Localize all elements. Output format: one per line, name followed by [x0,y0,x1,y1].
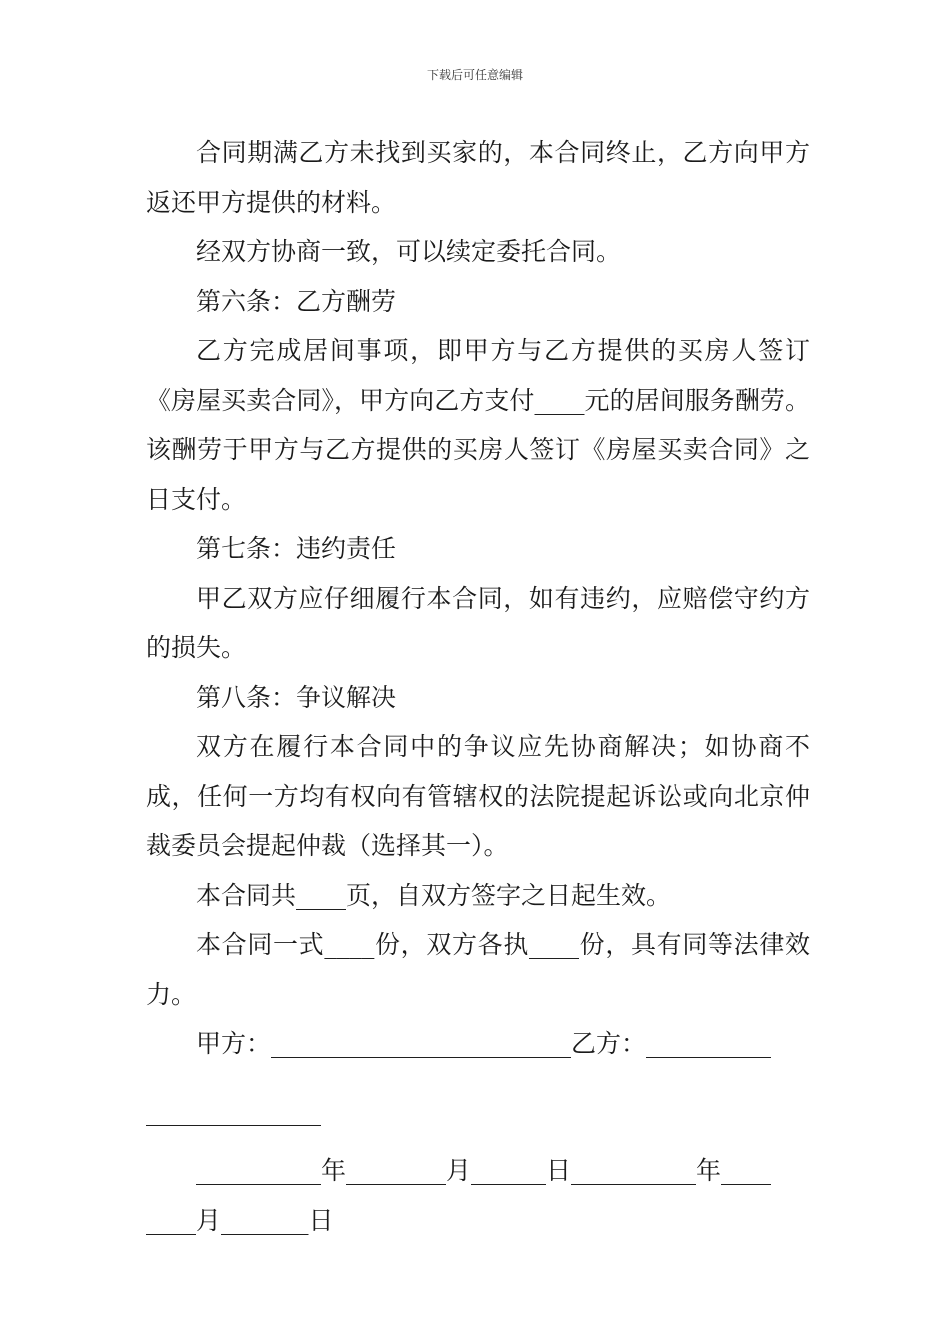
paragraph-copies: 本合同一式____份，双方各执____份，具有同等法律效力。 [146,930,810,1009]
article-8-heading: 第八条：争议解决 [196,682,397,712]
paragraph-dispute: 双方在履行本合同中的争议应先协商解决；如协商不成，任何一方均有权向有管辖权的法院提起诉讼或向北京仲裁委员会提起仲裁（选择其一）。 [146,732,810,860]
signature-date-line: __________年________月______日__________年____ [196,1156,772,1185]
signature-date-continuation: ____月_______日 [146,1205,334,1235]
article-6-heading: 第六条：乙方酬劳 [196,286,397,316]
paragraph-renewal: 经双方协商一致，可以续定委托合同。 [196,237,622,266]
signature-continuation-line: ______________ [146,1096,321,1126]
article-7-heading: 第七条：违约责任 [196,534,397,563]
paragraph-contract-expiry: 合同期满乙方未找到买家的，本合同终止，乙方向甲方返还甲方提供的材料。 [146,138,810,217]
document-body [146,128,810,1245]
paragraph-breach: 甲乙双方应仔细履行本合同，如有违约，应赔偿守约方的损失。 [146,583,810,662]
page-header-note: 下载后可任意编辑 [426,68,523,82]
paragraph-remuneration: 乙方完成居间事项，即甲方与乙方提供的买房人签订《房屋买卖合同》，甲方向乙方支付____元的居间服务酬劳。该酬劳于甲方与乙方提供的买房人签订《房屋买卖合同》之日支付。 [146,336,810,514]
signature-parties-line: 甲方：________________________乙方：__________ [196,1029,772,1058]
paragraph-page-count: 本合同共____页，自双方签字之日起生效。 [196,880,672,910]
